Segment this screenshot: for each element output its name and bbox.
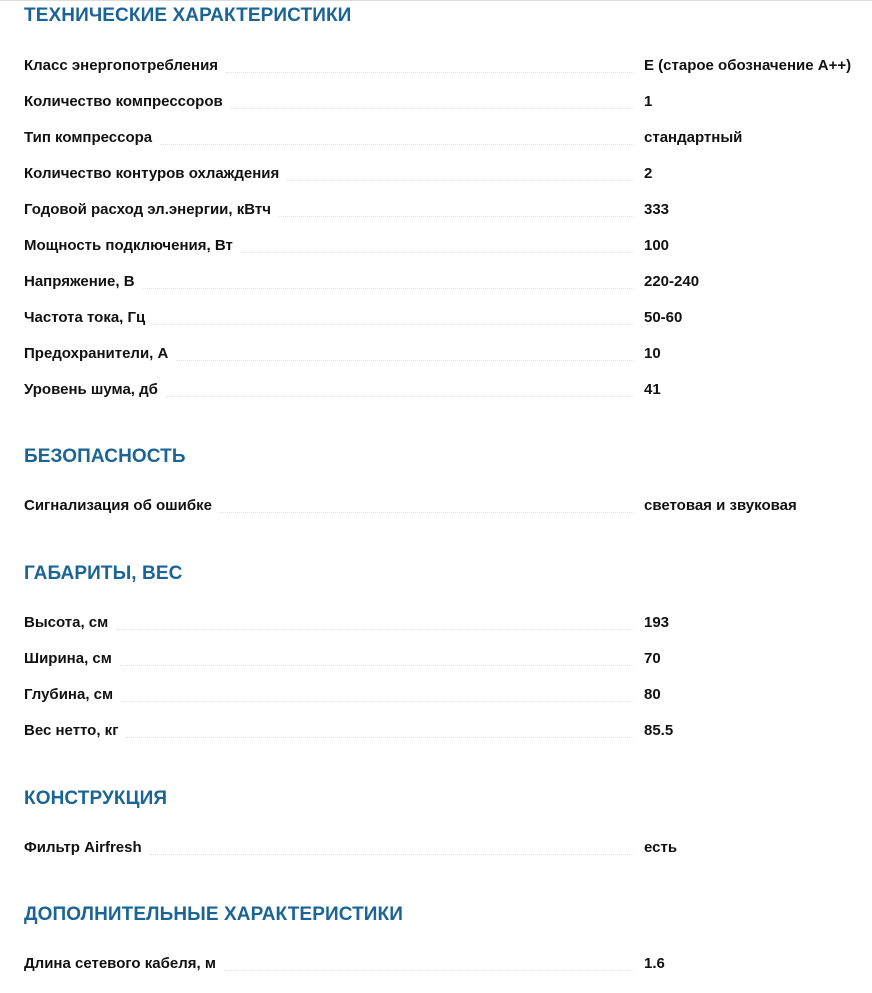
spec-row: [24, 156, 872, 192]
section-title: ТЕХНИЧЕСКИЕ ХАРАКТЕРИСТИКИ: [24, 5, 352, 26]
dotted-leader: [287, 180, 634, 181]
spec-label: Частота тока, Гц: [24, 309, 146, 326]
spec-list: [24, 830, 872, 866]
spec-row: [24, 830, 872, 866]
dotted-leader: [220, 512, 634, 513]
section-title: ГАБАРИТЫ, ВЕС: [24, 563, 183, 584]
dotted-leader: [143, 288, 634, 289]
section-safety: [24, 445, 872, 524]
spec-label: Вес нетто, кг: [24, 722, 119, 739]
dotted-leader: [120, 665, 634, 666]
spec-label: Мощность подключения, Вт: [24, 237, 233, 254]
spec-row: [24, 192, 872, 228]
spec-list: [24, 48, 872, 408]
spec-label: Предохранители, А: [24, 345, 169, 362]
dotted-leader: [150, 854, 634, 855]
spec-value: 85.5: [644, 722, 674, 739]
spec-value: 80: [644, 686, 661, 703]
spec-label: Глубина, см: [24, 686, 114, 703]
spec-value: 193: [644, 614, 670, 631]
spec-label: Уровень шума, дб: [24, 381, 158, 398]
spec-row: [24, 264, 872, 300]
spec-value: стандартный: [644, 129, 743, 146]
spec-label: Количество компрессоров: [24, 93, 223, 110]
spec-row: [24, 300, 872, 336]
spec-label: Напряжение, В: [24, 273, 135, 290]
dotted-leader: [160, 144, 634, 145]
spec-label: Фильтр Airfresh: [24, 839, 142, 856]
dotted-leader: [176, 360, 634, 361]
dotted-leader: [241, 252, 634, 253]
spec-label: Сигнализация об ошибке: [24, 497, 213, 514]
section-title: БЕЗОПАСНОСТЬ: [24, 446, 186, 467]
spec-value: 70: [644, 650, 661, 667]
spec-row: [24, 641, 872, 677]
spec-value: E (старое обозначение A++): [644, 57, 852, 74]
dotted-leader: [224, 970, 634, 971]
spec-label: Количество контуров охлаждения: [24, 165, 280, 182]
dotted-leader: [231, 108, 634, 109]
dotted-leader: [121, 701, 634, 702]
spec-list: [24, 605, 872, 749]
spec-list: [24, 488, 872, 524]
spec-value: 1: [644, 93, 653, 110]
dotted-leader: [226, 72, 634, 73]
dotted-leader: [126, 737, 634, 738]
dotted-leader: [166, 396, 634, 397]
spec-value: 41: [644, 381, 661, 398]
spec-row: [24, 605, 872, 641]
dotted-leader: [116, 629, 634, 630]
spec-value: 2: [644, 165, 653, 182]
section-title: КОНСТРУКЦИЯ: [24, 788, 168, 809]
spec-row: [24, 84, 872, 120]
spec-row: [24, 372, 872, 408]
spec-label: Ширина, см: [24, 650, 112, 667]
spec-label: Класс энергопотребления: [24, 57, 219, 74]
spec-value: 100: [644, 237, 670, 254]
spec-row: [24, 120, 872, 156]
spec-label: Тип компрессора: [24, 129, 153, 146]
spec-list: [24, 946, 872, 982]
section-title: ДОПОЛНИТЕЛЬНЫЕ ХАРАКТЕРИСТИКИ: [24, 904, 403, 925]
dotted-leader: [279, 216, 634, 217]
spec-label: Длина сетевого кабеля, м: [24, 955, 216, 972]
spec-row: [24, 713, 872, 749]
section-additional: [24, 903, 872, 982]
spec-value: 333: [644, 201, 670, 218]
dotted-leader: [153, 324, 634, 325]
spec-value: есть: [644, 839, 678, 856]
spec-value: 220-240: [644, 273, 700, 290]
spec-value: световая и звуковая: [644, 497, 797, 514]
section-dimensions: [24, 562, 872, 749]
top-divider: [0, 0, 872, 1]
spec-value: 50-60: [644, 309, 683, 326]
spec-row: [24, 488, 872, 524]
spec-row: [24, 336, 872, 372]
section-construction: [24, 787, 872, 866]
section-technical: [24, 4, 872, 408]
spec-row: [24, 677, 872, 713]
spec-row: [24, 48, 872, 84]
spec-value: 10: [644, 345, 661, 362]
spec-row: [24, 228, 872, 264]
spec-label: Годовой расход эл.энергии, кВтч: [24, 201, 271, 218]
spec-row: [24, 946, 872, 982]
spec-value: 1.6: [644, 955, 665, 972]
spec-label: Высота, см: [24, 614, 109, 631]
